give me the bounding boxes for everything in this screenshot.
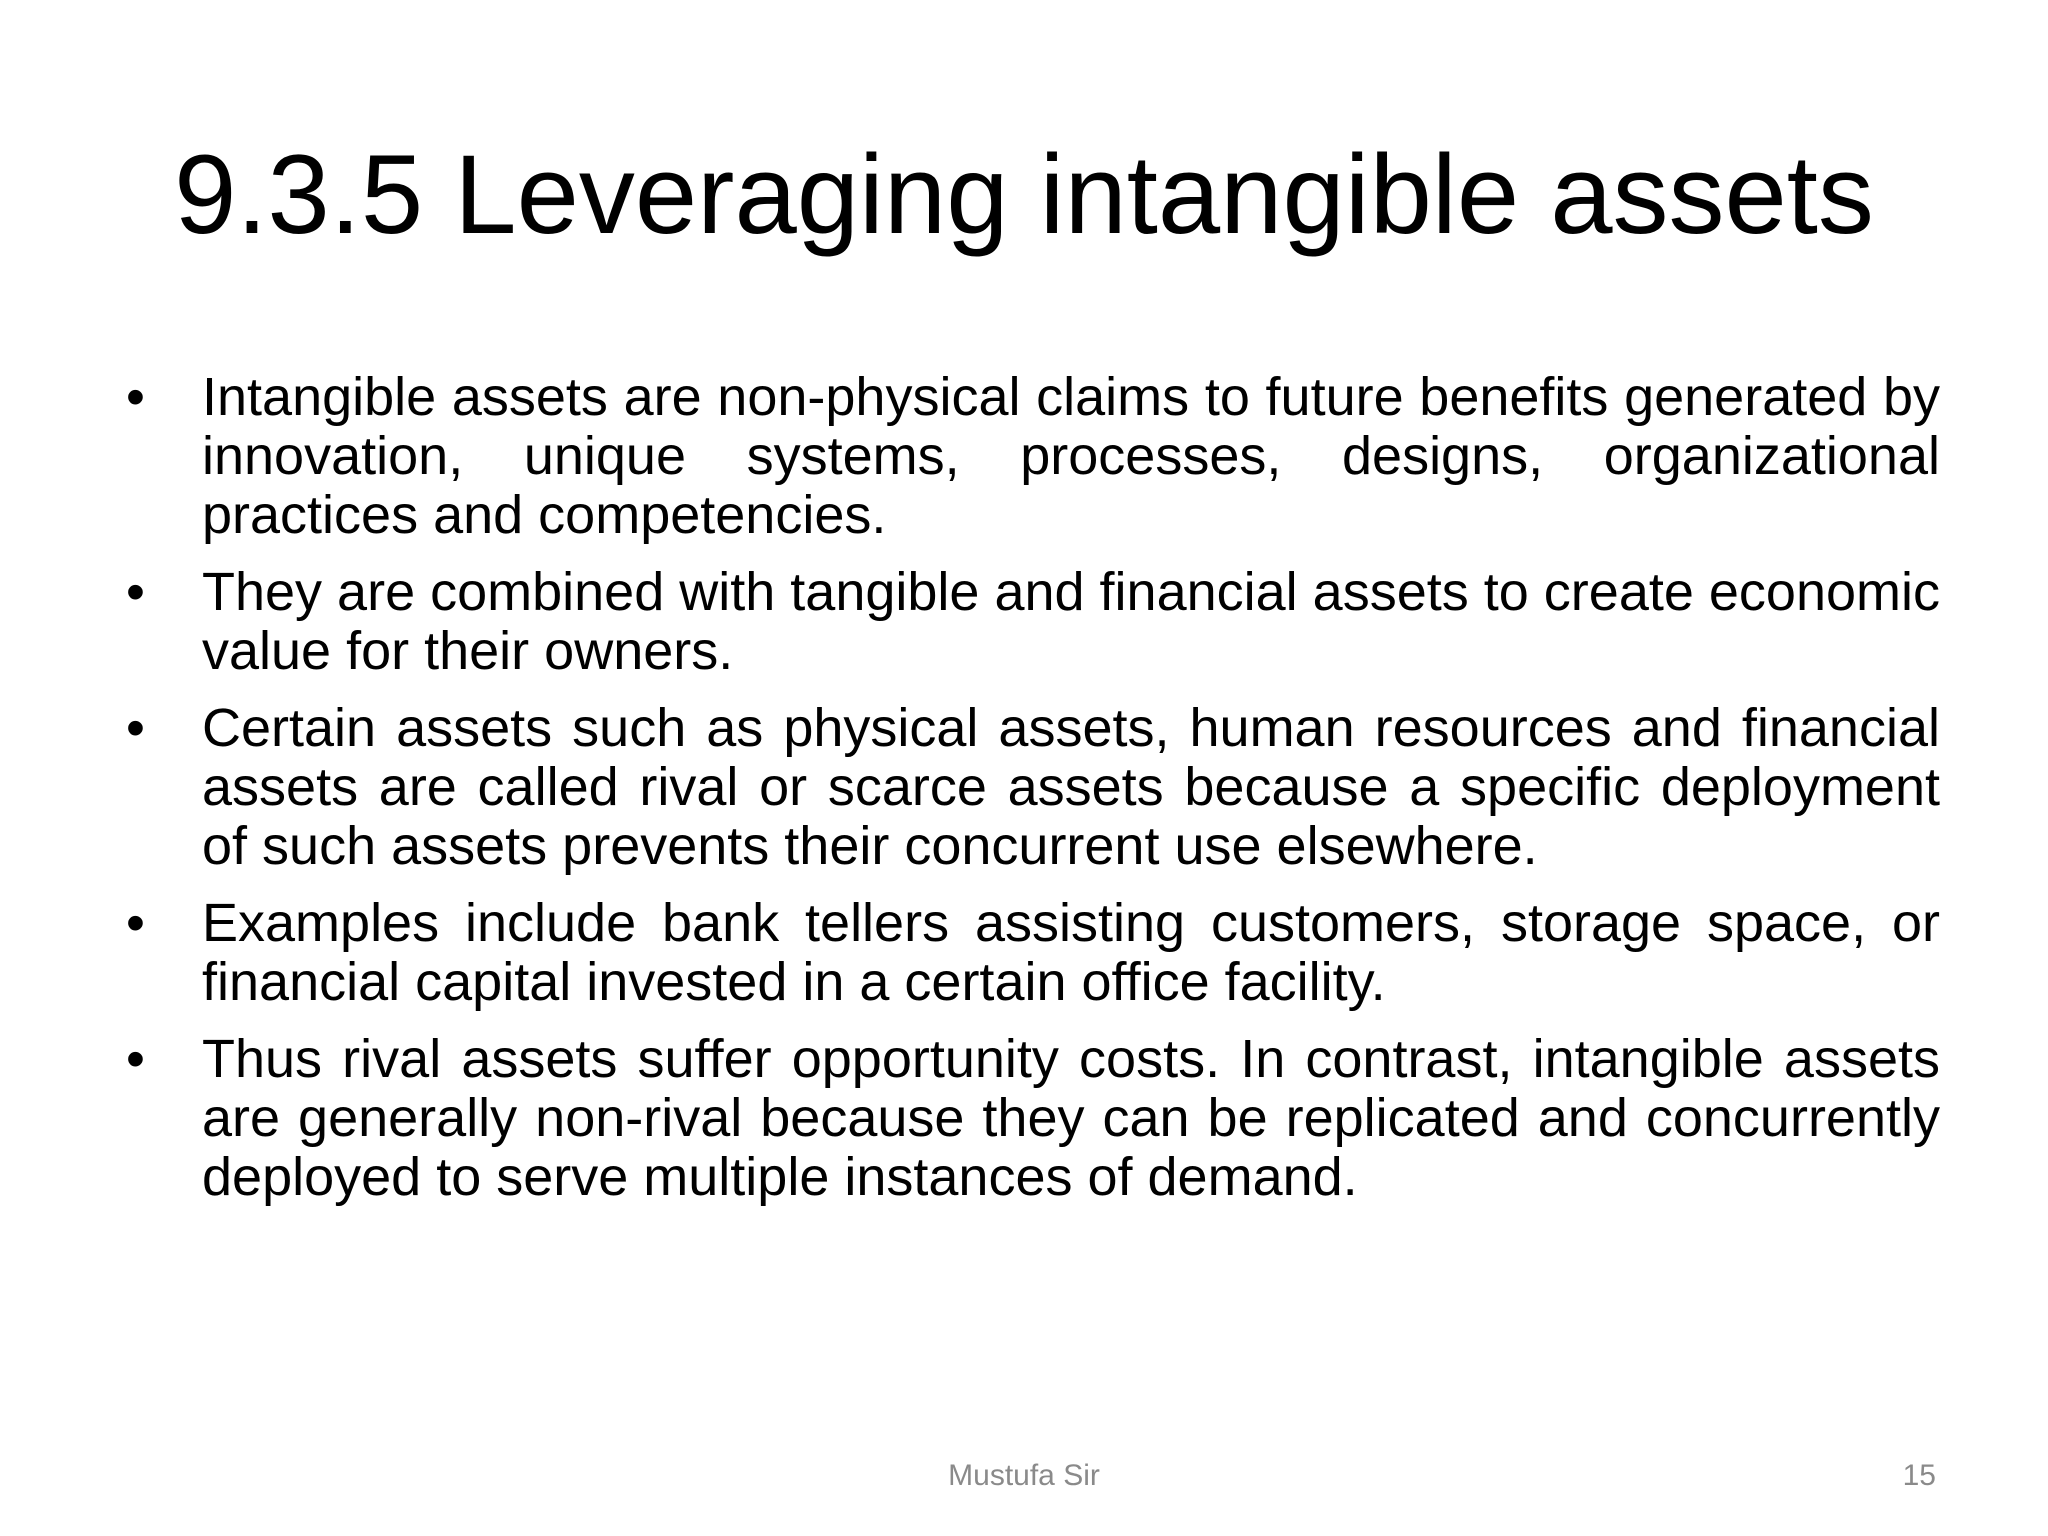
bullet-text: Thus rival assets suffer opportunity costs. In contrast, intangible assets are generally non-rival because they can be replicated and concurrently deployed to serve multiple instances of demand. (202, 1029, 1940, 1207)
bullet-item (120, 894, 1940, 1012)
bullet-item (120, 699, 1940, 876)
bullet-text: Certain assets such as physical assets, human resources and financial assets are called rival or scarce assets because a specific deployment of such assets prevents their concurrent use elsewhere. (202, 698, 1940, 876)
footer-author: Mustufa Sir (948, 1459, 1100, 1492)
bullet-dot-icon: • (126, 367, 145, 427)
bullet-dot-icon: • (126, 698, 145, 758)
bullet-text: They are combined with tangible and financial assets to create economic value for their owners. (202, 562, 1940, 681)
bullet-text: Intangible assets are non-physical claims to future benefits generated by innovation, unique systems, processes, designs, organizational practices and competencies. (202, 367, 1940, 545)
bullet-item (120, 1030, 1940, 1207)
bullet-dot-icon: • (126, 1029, 145, 1089)
bullet-item (120, 368, 1940, 545)
slide-title: 9.3.5 Leveraging intangible assets (174, 132, 1874, 257)
bullet-list (120, 368, 1940, 1225)
bullet-dot-icon: • (126, 562, 145, 622)
footer-page-number: 15 (1902, 1459, 1936, 1492)
bullet-text: Examples include bank tellers assisting customers, storage space, or financial capital invested in a certain office facility. (202, 893, 1940, 1012)
bullet-item (120, 563, 1940, 681)
bullet-dot-icon: • (126, 893, 145, 953)
